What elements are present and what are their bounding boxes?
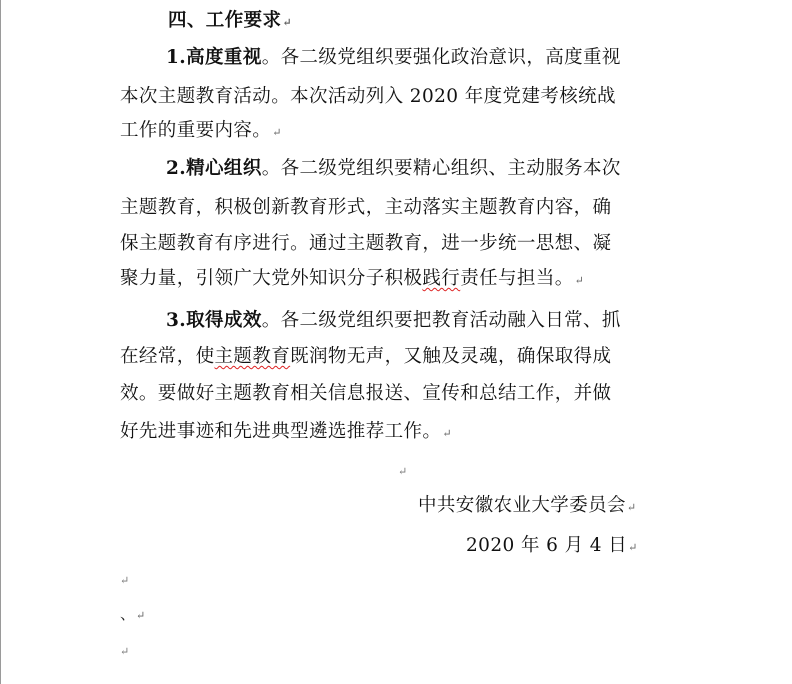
- tail-line: 、↵: [120, 605, 146, 623]
- para3-text: 。各二级党组织要把教育活动融入日常、抓: [261, 310, 621, 331]
- signature-date: 2020 年 6 月 4 日↵: [466, 535, 638, 556]
- signature-org: 中共安徽农业大学委员会↵: [418, 495, 637, 516]
- para2-line4: 聚力量，引领广大党外知识分子积极践行责任与担当。↵: [120, 268, 584, 289]
- paragraph-mark: ↵: [626, 501, 637, 514]
- paragraph-mark: ↵: [282, 16, 292, 29]
- paragraph-mark: ↵: [272, 126, 282, 139]
- para3-line3: 效。要做好主题教育相关信息报送、宣传和总结工作，并做: [120, 383, 612, 404]
- para2-number: 2.: [166, 158, 187, 179]
- empty-paragraph-mark: ↵: [398, 465, 408, 478]
- para3-line1: [166, 310, 621, 332]
- para2-line3: 保主题教育有序进行。通过主题教育，进一步统一思想、凝: [120, 233, 612, 254]
- para3-title: 取得成效: [186, 310, 262, 331]
- spellcheck-underline: 主题教育: [214, 346, 291, 367]
- paragraph-mark: ↵: [442, 427, 452, 440]
- paragraph-mark: ↵: [628, 541, 638, 554]
- para2-title: 精心组织: [186, 158, 262, 179]
- empty-paragraph-mark: ↵: [120, 645, 130, 658]
- para1-line2: 本次主题教育活动。本次活动列入 2020 年度党建考核统战: [120, 86, 616, 107]
- spellcheck-underline: 践行: [422, 268, 461, 289]
- section-heading: 四、工作要求↵: [168, 10, 292, 31]
- para2-text: 。各二级党组织要精心组织、主动服务本次: [261, 158, 621, 179]
- paragraph-mark: ↵: [136, 609, 146, 622]
- empty-paragraph-mark: ↵: [120, 574, 130, 587]
- para2-line1: [166, 158, 621, 180]
- paragraph-mark: ↵: [574, 274, 584, 287]
- para3-line4: 好先进事迹和先进典型遴选推荐工作。↵: [120, 421, 452, 442]
- para3-number: 3.: [166, 310, 187, 331]
- para2-line2: 主题教育，积极创新教育形式，主动落实主题教育内容，确: [120, 197, 612, 218]
- para1-line1: [166, 47, 621, 69]
- para1-line3: 工作的重要内容。↵: [120, 120, 282, 141]
- page-left-border: [0, 0, 1, 684]
- para1-title: 高度重视: [186, 47, 262, 68]
- para1-number: 1.: [166, 47, 187, 68]
- para3-line2: 在经常，使主题教育既润物无声，又触及灵魂，确保取得成: [120, 346, 612, 367]
- para1-text: 。各二级党组织要强化政治意识，高度重视: [261, 47, 621, 68]
